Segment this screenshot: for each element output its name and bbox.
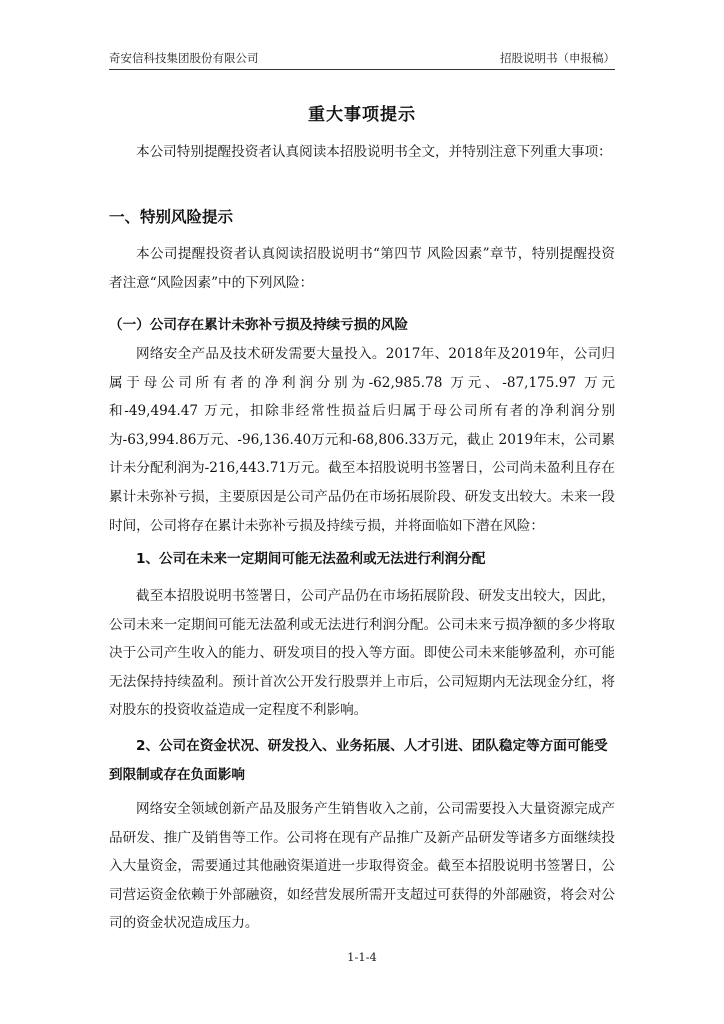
header-company: 奇安信科技集团股份有限公司 [109, 51, 259, 65]
profitability-paragraph: 截至本招股说明书签署日，公司产品仍在市场拓展阶段、研发支出较大，因此，公司未来一定期间可能无法盈利或无法进行利润分配。公司未来亏损净额的多少将取决于公司产生收入的能力、研发项目的投入等方面。即使公司未来能够盈利，亦可能无法保持持续盈利。预计首次公开发行股票并上市后，公司短期内无法现金分红，将对股东的投资收益造成一定程度不利影响。 [109, 588, 615, 719]
section-intro-paragraph: 本公司提醒投资者认真阅读招股说明书“第四节 风险因素”章节，特别提醒投资者注意“风险因素”中的下列风险： [109, 246, 615, 291]
header-divider [109, 69, 615, 70]
header-doc-type: 招股说明书（申报稿） [500, 51, 615, 65]
item-heading-profitability: 1、公司在未来一定期间可能无法盈利或无法进行利润分配 [136, 551, 486, 567]
item-heading-funding: 2、公司在资金状况、研发投入、业务拓展、人才引进、团队稳定等方面可能受到限制或存在负面影响 [109, 738, 608, 783]
page-number: 1-1-4 [347, 950, 377, 964]
page-header [109, 50, 615, 68]
section-heading-special-risks: 一、特别风险提示 [109, 208, 234, 226]
intro-paragraph: 本公司特别提醒投资者认真阅读本招股说明书全文，并特别注意下列重大事项： [136, 144, 612, 160]
subsection-heading-losses: （一）公司存在累计未弥补亏损及持续亏损的风险 [109, 317, 409, 333]
losses-paragraph: 网络安全产品及技术研发需要大量投入。2017年、2018年及2019年，公司归属于母公司所有者的净利润分别为-62,985.78 万元、-87,175.97 万元和-49,494.47 万元，扣除非经常性损益后归属于母公司所有者的净利润分别为-63,994.86万元、-96,136.40万元和-68,806.33万元，截止 2019年末，公司累计未分配利润为-216,443.71万元。截至本招股说明书签署日，公司尚未盈利且存在累计未弥补亏损，主要原因是公司产品仍在市场拓展阶段、研发支出较大。未来一段时间，公司将存在累计未弥补亏损及持续亏损，并将面临如下潜在风险： [109, 346, 615, 534]
funding-paragraph: 网络安全领域创新产品及服务产生销售收入之前，公司需要投入大量资源完成产品研发、推广及销售等工作。公司将在现有产品推广及新产品研发等诸多方面继续投入大量资金，需要通过其他融资渠道进一步取得资金。截至本招股说明书签署日，公司营运资金依赖于外部融资，如经营发展所需开支超过可获得的外部融资，将会对公司的资金状况造成压力。 [109, 801, 615, 932]
page-title: 重大事项提示 [308, 105, 416, 125]
